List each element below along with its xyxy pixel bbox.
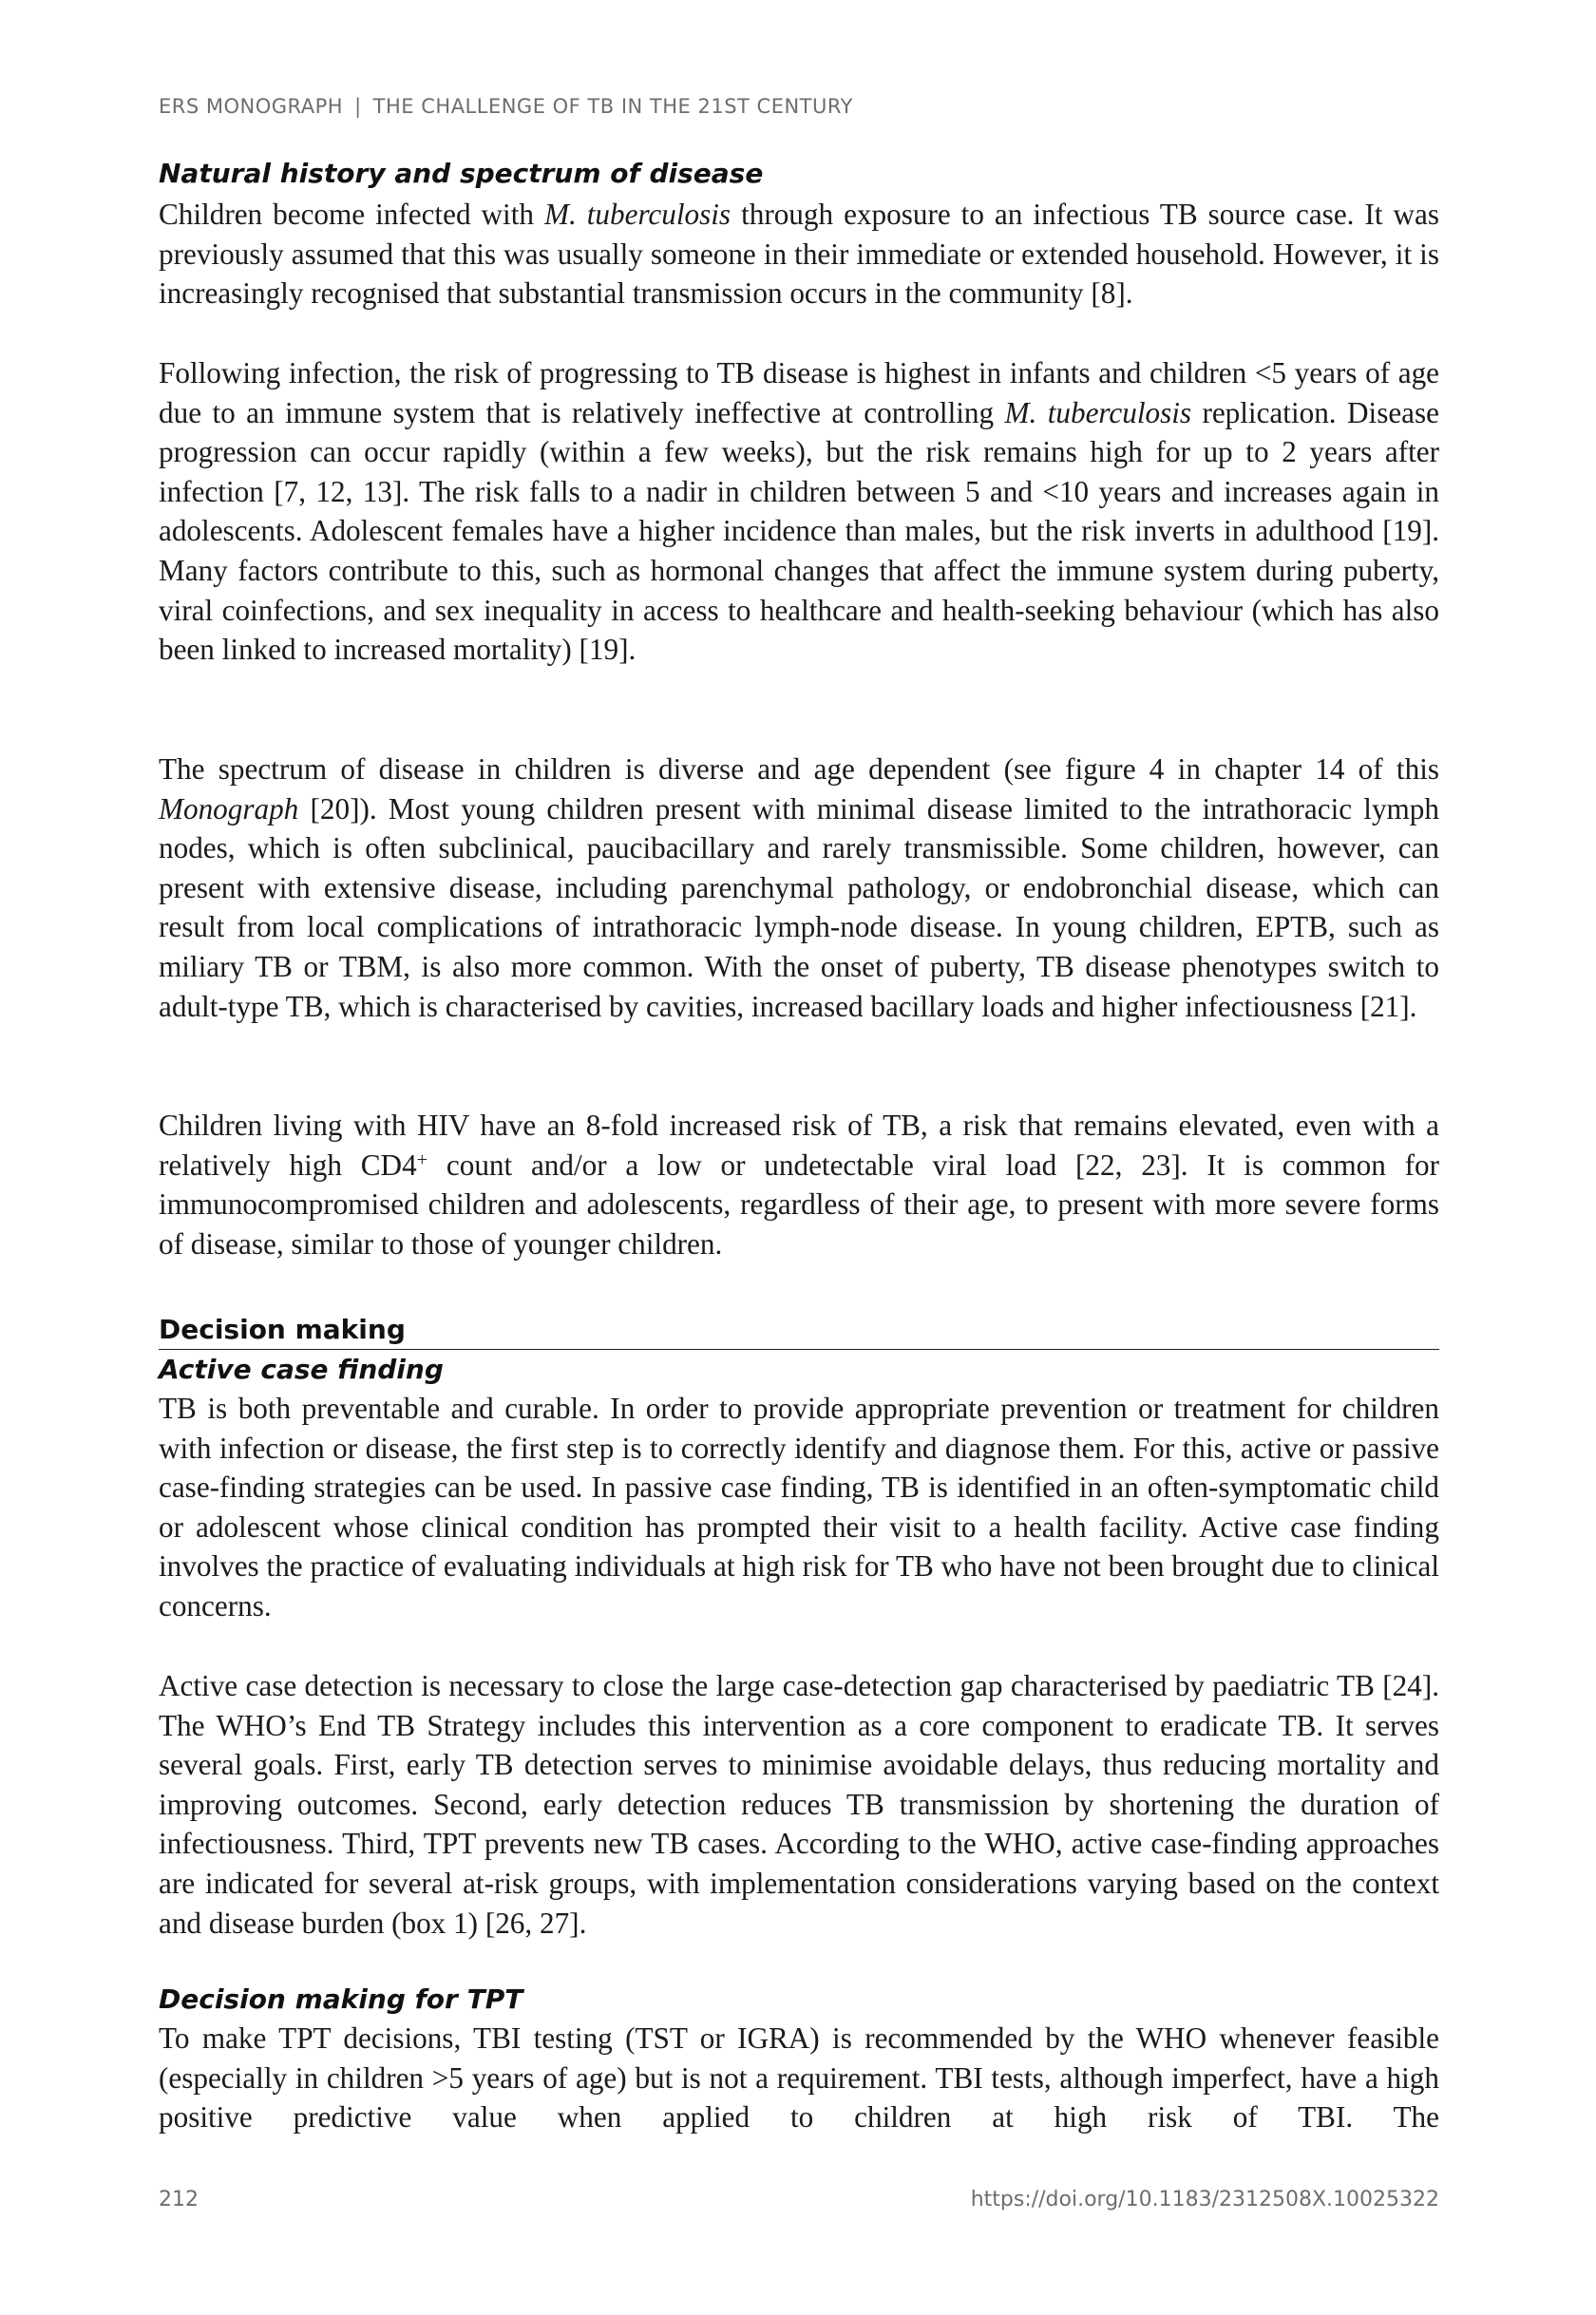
p2-text-c: replication. Disease progression can occur rapidly (within a few weeks), but the risk remains high for up to 2 years after infection [7, 12, 13]. The risk falls to a nadir in children between 5 and <10 years and increases again in adolescents. Adolescent females have a higher incidence than males, but the risk inverts in adulthood [19]. Many factors contribute to this, such as hormonal changes that affect the immune system during puberty, viral coinfections, and sex inequality in access to healthcare and health-seeking behaviour (which has also been linked to increased mortality) [19]. (159, 395, 1439, 667)
p2-species: M. tuberculosis (1004, 395, 1192, 429)
section-natural-history (159, 155, 1439, 193)
p4-superscript: + (416, 1149, 428, 1171)
active-case-p1: TB is both preventable and curable. In order to provide appropriate prevention or treatment for children with infection or disease, the first step is to correctly identify and diagnose them. For this, active or passive case-finding strategies can be used. In passive case finding, TB is identified in an often-symptomatic child or adolescent whose clinical condition has prompted their visit to a health facility. Active case finding involves the practice of evaluating individuals at high risk for TB who have not been brought due to clinical concerns. (159, 1392, 1439, 1622)
tpt-p1: To make TPT decisions, TBI testing (TST or IGRA) is recommended by the WHO whenever feasible (especially in children >5 years of age) but is not a requirement. TBI tests, although imperfect, have a high positive predictive value when applied to children at high risk of TBI. The (159, 2021, 1439, 2135)
running-head (159, 95, 853, 118)
p4-text-c: count and/or a low or undetectable viral load [22, 23]. It is common for immunocompromised children and adolescents, regardless of their age, to present with more severe forms of disease, similar to those of younger children. (159, 1148, 1440, 1261)
p1-species: M. tuberculosis (543, 198, 732, 231)
paragraph-4 (159, 1106, 1439, 1263)
p3-text-c: [20]). Most young children present with minimal disease limited to the intrathoracic lymph nodes, which is often subclinical, paucibacillary and rarely transmissible. Some children, however, can present with extensive disease, including parenchymal pathology, or endobronchial disease, which can result from local complications of intrathoracic lymph-node disease. In young children, EPTB, such as miliary TB or TBM, is also more common. With the onset of puberty, TB disease phenotypes switch to adult-type TB, which is characterised by cavities, increased bacillary loads and higher infectiousness [21]. (159, 791, 1439, 1023)
paragraph-1 (159, 195, 1439, 313)
subsection-heading-tpt: Decision making for TPT (159, 1983, 523, 2015)
paragraph-3 (159, 750, 1439, 1026)
p1-text-c: through exposure to an infectious TB source case. It was previously assumed that this was usually someone in their immediate or extended household. However, it is increasingly recognised that substantial transmission occurs in the community [8]. (159, 198, 1440, 311)
journal-name: ERS MONOGRAPH (159, 95, 344, 118)
p1-text-a: Children become infected with (159, 198, 544, 231)
p2-text-a: Following infection, the risk of progressing to TB disease is highest in infants and children <5 years of age due to an immune system that is relatively ineffective at controlling (159, 356, 1439, 429)
paragraph-5 (159, 1389, 1439, 1626)
header-separator: | (354, 95, 362, 118)
section-decision-making (159, 1311, 1439, 1350)
book-title: THE CHALLENGE OF TB IN THE 21ST CENTURY (372, 95, 853, 118)
paragraph-7 (159, 2019, 1439, 2137)
page-number: 212 (159, 2188, 199, 2211)
subsection-active-case-finding (159, 1351, 1439, 1389)
p3-monograph: Monograph (159, 791, 299, 825)
doi-link[interactable]: https://doi.org/10.1183/2312508X.10025322 (970, 2188, 1439, 2211)
paragraph-6 (159, 1666, 1439, 1943)
p4-text-a: Children living with HIV have an 8-fold increased risk of TB, a risk that remains elevated, even with a relatively high CD4 (159, 1109, 1439, 1182)
paragraph-2 (159, 353, 1439, 670)
section-heading-decision-making: Decision making (159, 1311, 1439, 1350)
subsection-tpt (159, 1981, 1439, 2019)
active-case-p2: Active case detection is necessary to close the large case-detection gap characterised by paediatric TB [24]. The WHO’s End TB Strategy includes this intervention as a core component to eradicate TB. It serves several goals. First, early TB detection serves to minimise avoidable delays, thus reducing mortality and improving outcomes. Second, early detection reduces TB transmission by shortening the duration of infectiousness. Third, TPT prevents new TB cases. According to the WHO, active case-finding approaches are indicated for several at-risk groups, with implementation considerations varying based on the context and disease burden (box 1) [26, 27]. (159, 1669, 1439, 1940)
p3-text-a: The spectrum of disease in children is diverse and age dependent (see figure 4 in chapter 14 of this (159, 752, 1439, 786)
subsection-heading-natural-history: Natural history and spectrum of disease (159, 158, 764, 189)
subsection-heading-active-case-finding: Active case finding (159, 1354, 444, 1385)
